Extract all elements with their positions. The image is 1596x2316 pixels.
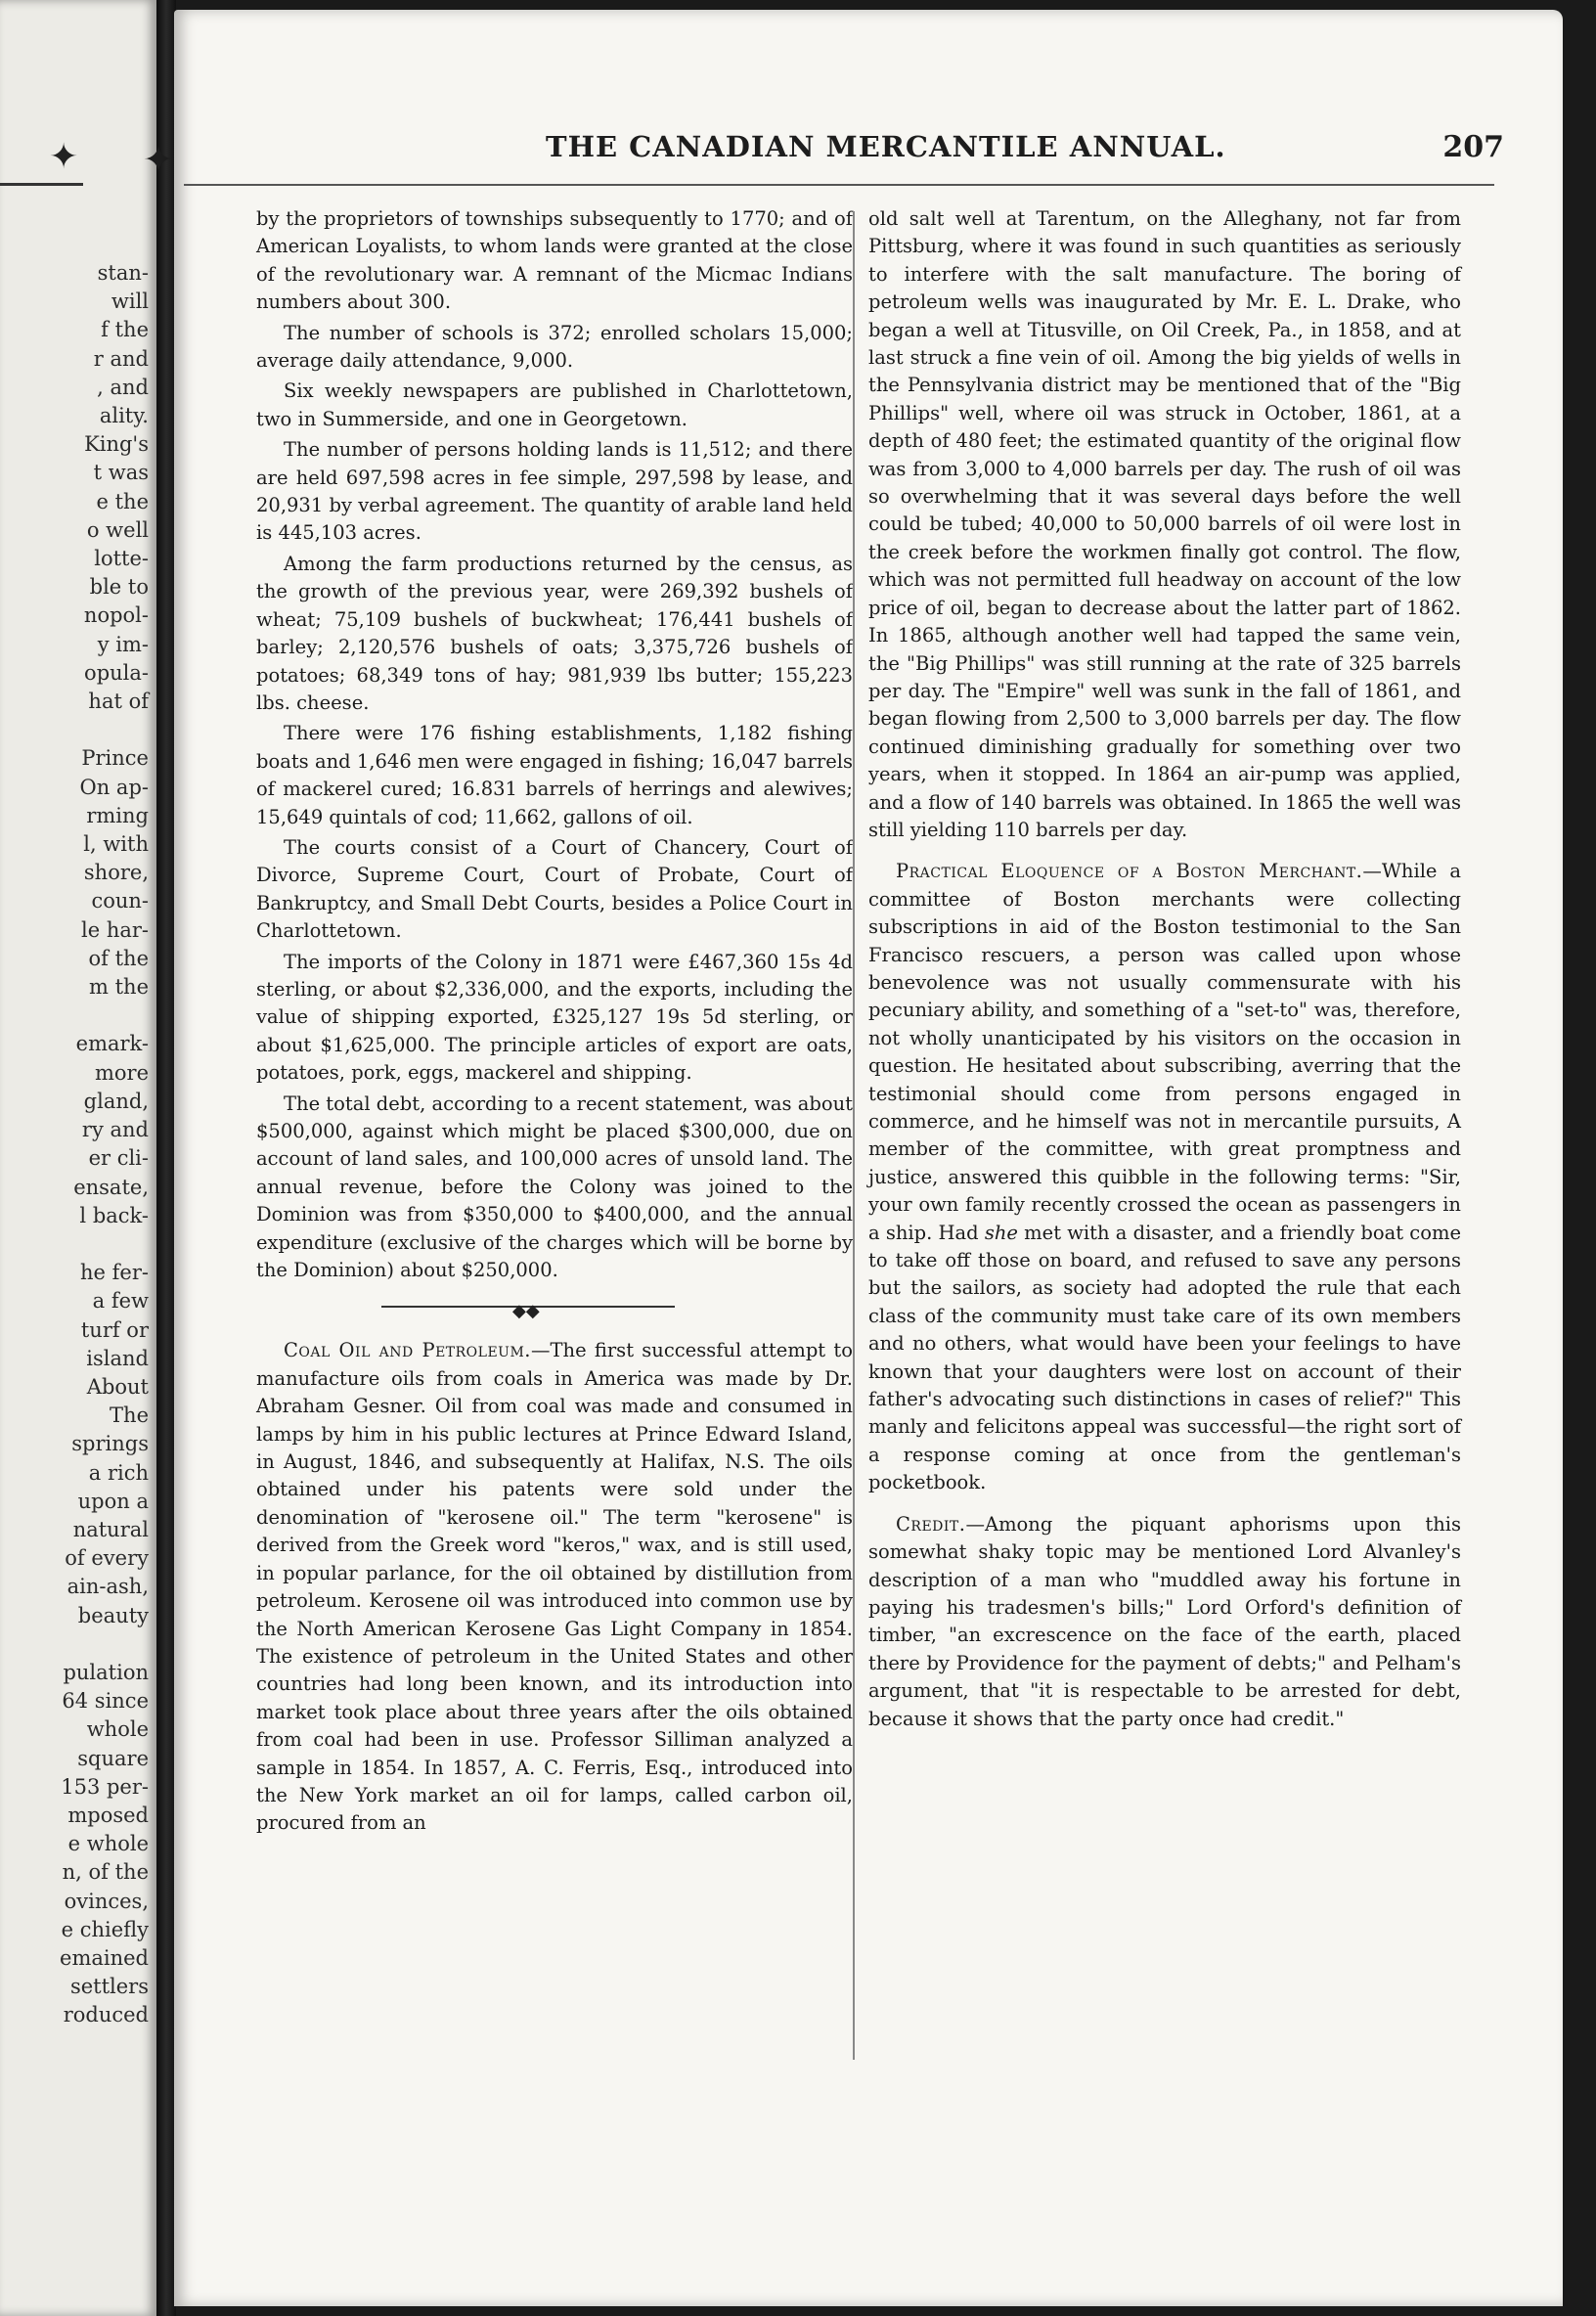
facing-page-line: hat of [88,690,149,714]
facing-page-line: ry and [81,1118,149,1142]
facing-page-line: About [86,1374,149,1399]
facing-page-line: pulation [63,1660,149,1684]
facing-page-line: a rich [88,1460,149,1485]
eloquence-article [868,858,1461,1496]
facing-page-line: natural [72,1517,149,1541]
facing-page-line: stan- [97,261,149,285]
paragraph: There were 176 fishing establishments, 1,182 fishing boats and 1,646 men were engaged in fishing; 16,047 barrels of mackerel cured; 16.831 barrels of herrings and alewives; 15,649 quintals of cod; 11,662, gallons of oil. [256,722,853,828]
star-ornament-icon: ✦ [49,137,79,177]
facing-page-line: 153 per- [61,1774,149,1799]
facing-page-line: springs [71,1432,149,1456]
running-title: THE CANADIAN MERCANTILE ANNUAL. [546,130,1226,163]
star-ornament-icon: ✦ [143,138,174,181]
article-heading: Coal Oil and Petroleum. [284,1339,531,1362]
facing-page-line: f the [101,318,149,342]
coal-oil-article [256,1337,853,1837]
running-header [143,130,1563,189]
article-body: —Among the piquant aphorisms upon this somewhat shaky topic may be mentioned Lord Alvanley's description of a man who "muddled away his fortune in paying his tradesmen's bills;" Lord Orford's definition of timber, "an excrescence on the face of the earth, placed there by Providence for the payment of debts;" and Pelham's argument, that "it is respectable to be arrested for debt, because it shows that the party once had credit." [868,1512,1461,1730]
book-spine [156,0,176,2316]
facing-page-line: , and [97,375,149,399]
facing-page-line: island [86,1346,149,1370]
facing-page-line [2,1002,149,1030]
facing-page-line: On ap- [79,775,149,799]
facing-page-line: y im- [97,632,149,656]
facing-page-line: will [111,290,149,314]
article-body: —The first successful attempt to manufacture oils from coals in America was made by Dr. Abraham Gesner. Oil from coal was made and consumed in lamps by him in his public lectures at Prince Edward Island, in August, 1846, and subsequently at Halifax, N.S. The oils obtained under his patents were sold under the denomination of "kerosene oil." The term "kerosene" is derived from the Greek word "keros," wax, and is still used, in popular parlance, for the oil obtained by distillution from petroleum. Kerosene oil was introduced into common use by the North American Kerosene Gas Light Company in 1854. The existence of petroleum in the United States and other countries had long been known, and its introduction into market took place about three years after the oils obtained from coal had been in use. Professor Silliman analyzed a sample in 1854. In 1857, A. C. Ferris, Esq., introduced into the New York market an oil for lamps, called carbon oil, procured from an [256,1339,853,1835]
facing-page-line: gland, [83,1089,149,1113]
facing-page-line: m the [89,975,149,1000]
section-divider [256,1294,853,1322]
paragraph: The number of persons holding lands is 11,512; and there are held 697,598 acres in fee simple, 297,598 by lease, and 20,931 by verbal agreement. The quantity of arable land held is 445,103 acres. [256,438,853,545]
facing-page-line: turf or [80,1317,149,1342]
facing-page-line: ble to [89,575,149,600]
facing-page-line: settlers [69,1975,149,1999]
credit-article [868,1511,1461,1733]
paragraph: The courts consist of a Court of Chancery, Court of Divorce, Supreme Court, Court of Probate, Court of Bankruptcy, and Small Debt Courts, besides a Police Court in Charlottetown. [256,835,853,943]
facing-page-line: King's [84,432,149,457]
facing-page [0,0,156,2316]
facing-page-line: mposed [67,1803,149,1827]
facing-page-line: ality. [99,404,149,428]
paragraph: The imports of the Colony in 1871 were £467,360 15s 4d sterling, or about $2,336,000, and the exports, including the value of shipping exported, £325,127 19s 5d sterling, or about $1,625,000. The principle articles of export are oats, potatoes, pork, eggs, mackerel and shipping. [256,950,853,1085]
facing-page-line [2,1630,149,1659]
facing-page-line: le har- [81,917,149,942]
facing-page-line: ovinces, [64,1889,149,1913]
paragraph: by the proprietors of townships subsequently to 1770; and of American Loyalists, to whom lands were granted at the close of the revolutionary war. A remnant of the Micmac Indians numbers about 300. [256,207,853,314]
facing-page-line: l, with [83,832,149,857]
facing-page-line: l back- [79,1203,149,1227]
facing-page-line: of the [88,946,149,970]
page-207 [143,10,1563,2306]
column-rule [853,211,855,2060]
facing-page-text [2,259,149,2030]
paragraph: Six weekly newspapers are published in Charlottetown, two in Summerside, and one in Georgetown. [256,379,853,430]
facing-page-line: roduced [63,2003,149,2027]
facing-page-line: coun- [91,889,149,913]
facing-page-line: a few [92,1289,149,1314]
facing-page-line: ain-ash, [66,1575,149,1599]
facing-page-line: r and [93,346,149,371]
facing-page-line: e the [96,489,149,513]
facing-page-line: t was [93,461,149,485]
article-heading: Credit. [896,1512,966,1536]
left-column [256,205,853,1841]
facing-page-line: of every [65,1546,149,1571]
facing-page-line: upon a [77,1489,149,1513]
facing-page-line: opula- [84,660,149,685]
facing-page-line: The [110,1403,149,1428]
facing-page-line: o well [86,517,149,542]
facing-page-line: beauty [77,1603,149,1627]
facing-page-line: 64 since [62,1689,149,1714]
emphasis: she [984,1221,1018,1244]
facing-page-line: square [77,1746,149,1770]
facing-page-line: e whole [67,1832,149,1856]
facing-page-line [2,1230,149,1259]
page-number: 207 [1442,130,1504,164]
facing-page-line: he fer- [80,1261,149,1285]
paragraph: The total debt, according to a recent statement, was about $500,000, against which might be placed $300,000, due on account of land sales, and 100,000 acres of unsold land. The annual revenue, before the Colony was joined to the Dominion was from $350,000 to $400,000, and the annual expenditure (exclusive of the charges which will be borne by the Dominion) about $250,000. [256,1091,853,1282]
facing-page-line: lotte- [94,547,149,571]
facing-page-line [2,716,149,744]
facing-page-line: ensate, [73,1175,149,1199]
article-body: —While a committee of Boston merchants were collecting subscriptions in aid of the Boston testimonial to the San Francisco rescuers, a person was called upon whose benevolence was not usually commensurate with his pecuniary ability, and something of a "set-to" was, therefore, not wholly unanticipated by his visitors on the occasion in question. He hesitated about subscribing, averring that the testimonial should come from persons engaged in commerce, and he himself was not in mercantile pursuits, A member of the committee, with great promptness and justice, answered this quibble in the following terms: "Sir, your own family recently crossed the ocean as passengers in a ship. Had [868,860,1461,1244]
facing-page-line: more [94,1060,149,1085]
paragraph: old salt well at Tarentum, on the Alleghany, not far from Pittsburg, where it was found in such quantities as seriously to interfere with the salt manufacture. The boring of petroleum wells was inaugurated by Mr. E. L. Drake, who began a well at Titusville, on Oil Creek, Pa., in 1858, and at last struck a fine vein of oil. Among the big yields of wells in the Pennsylvania district may be mentioned that of the "Big Phillips" well, where oil was struck in October, 1861, at a depth of 480 feet; the estimated quantity of the original flow was from 3,000 to 4,000 barrels per day. The rush of oil was so overwhelming that it was several days before the well could be tubed; 40,000 to 50,000 barrels of oil were lost in the creek before the workmen finally got control. The flow, which was not permitted full headway on account of the low price of oil, began to decrease about the latter part of 1862. In 1865, although another well had tapped the same vein, the "Big Phillips" was still running at the rate of 325 barrels per day. The "Empire" well was sunk in the fall of 1861, and began flowing from 2,500 to 3,000 barrels per day. The flow continued diminishing gradually for something over two years, when it stopped. In 1864 an air-pump was applied, and a flow of 140 barrels was obtained. In 1865 the well was still yielding 110 barrels per day. [868,207,1461,841]
right-column [868,205,1461,1736]
facing-page-line: rming [86,803,149,827]
facing-page-rule [0,183,83,186]
diamond-ornament-icon: ◆◆ [512,1301,540,1322]
facing-page-line: shore, [83,861,149,885]
facing-page-line: nopol- [83,603,149,628]
facing-page-line: e chiefly [61,1917,149,1941]
paragraph: Among the farm productions returned by the census, as the growth of the previous year, were 269,392 bushels of wheat; 75,109 bushels of buckwheat; 176,441 bushels of barley; 2,120,576 bushels of oats; 3,375,726 bushels of potatoes; 68,349 tons of hay; 981,939 lbs butter; 155,223 lbs. cheese. [256,552,853,714]
facing-page-line: emark- [75,1032,149,1056]
facing-page-line: Prince [81,746,149,771]
header-rule [184,184,1494,186]
facing-page-line: n, of the [62,1860,149,1885]
article-heading: Practical Eloquence of a Boston Merchant. [896,860,1363,883]
facing-page-line: emained [60,1945,149,1970]
article-body: met with a disaster, and a friendly boat come to take off those on board, and refused to save any persons but the sailors, as society had adopted the rule that each class of the community must take care of its own members and no others, what would have been your feelings to have known that your daughters were lost on account of their father's advocating such distinctions in cases of relief?" This manly and felicitons appeal was successful—the right sort of a response coming at once from the gentleman's pocketbook. [868,1221,1461,1494]
paragraph: The number of schools is 372; enrolled scholars 15,000; average daily attendance, 9,000. [256,321,853,373]
facing-page-line: whole [86,1717,149,1742]
facing-page-line: er cli- [88,1146,149,1171]
